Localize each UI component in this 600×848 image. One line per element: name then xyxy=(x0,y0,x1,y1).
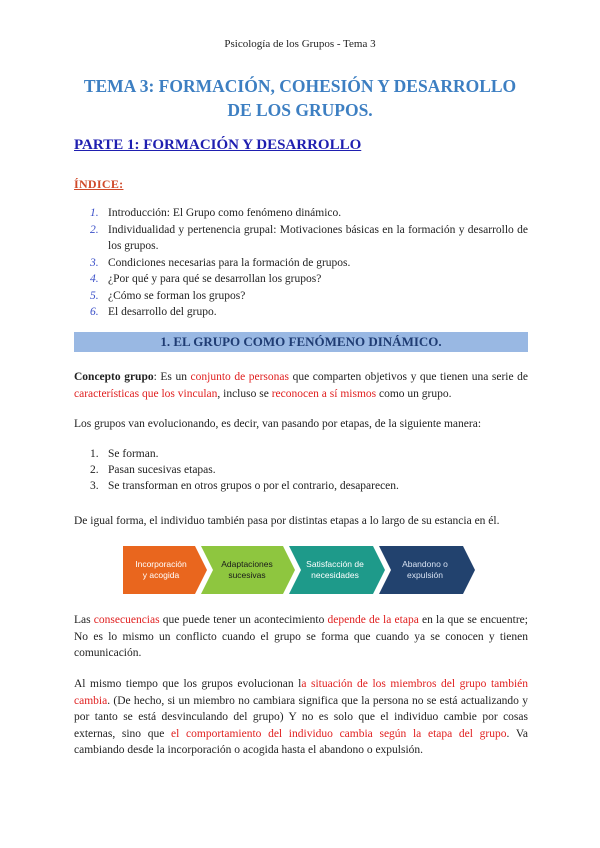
list-item xyxy=(90,478,528,494)
toc-text: Condiciones necesarias para la formación de grupos. xyxy=(108,256,351,269)
stage-1-line-1: Incorporación xyxy=(135,559,187,569)
toc-number: 3. xyxy=(90,256,99,269)
toc-text: Individualidad y pertenencia grupal: Motivaciones básicas en la formación y desarrollo de los grupos. xyxy=(108,223,528,252)
list-number: 1. xyxy=(90,448,99,460)
text-run: . (De hecho, si un miembro no cambiara significa que la persona no se está actualizando y por tanto se está desvinculando del grupo) Y no es solo que el individuo cambie por cosas externas, sino que xyxy=(74,694,528,740)
toc-number: 2. xyxy=(90,223,99,236)
text-run: Al mismo tiempo que los grupos evolucionan l xyxy=(74,678,302,690)
list-item xyxy=(90,446,528,462)
list-item xyxy=(90,462,528,478)
text-run: que comparten objetivos y que tienen una serie de xyxy=(289,371,529,383)
text-run: que puede tener un acontecimiento xyxy=(159,614,328,626)
text-run: , incluso se xyxy=(217,387,272,400)
stage-2-line-1: Adaptaciones xyxy=(221,559,273,569)
stage-4-line-2: expulsión xyxy=(407,570,443,580)
concept-label: Concepto grupo xyxy=(74,371,154,383)
highlight-text: a situación de los miembros del grupo también cambia xyxy=(74,678,528,707)
highlight-text: características que los vinculan xyxy=(74,387,218,400)
stage-4-line-1: Abandono o xyxy=(402,559,448,569)
toc-text: El desarrollo del grupo. xyxy=(108,306,217,318)
consequences-paragraph xyxy=(74,612,528,662)
concept-paragraph xyxy=(74,369,528,402)
title-line-2: DE LOS GRUPOS. xyxy=(227,100,373,120)
stage-1-line-2: y acogida xyxy=(142,570,180,580)
text-run: como un grupo. xyxy=(376,387,452,400)
stage-2-line-2: sucesivas xyxy=(228,570,266,580)
document-title xyxy=(60,74,540,122)
toc-item xyxy=(90,255,528,272)
toc-item xyxy=(90,271,528,288)
part-heading: PARTE 1: FORMACIÓN Y DESARROLLO xyxy=(74,137,362,153)
stage-3-line-2: necesidades xyxy=(311,570,359,580)
highlight-text: reconocen a sí mismos xyxy=(271,387,377,400)
toc-text: ¿Cómo se forman los grupos? xyxy=(108,289,246,302)
toc-text: ¿Por qué y para qué se desarrollan los grupos? xyxy=(108,273,322,285)
list-number: 3. xyxy=(90,480,99,492)
text-run: Las xyxy=(74,614,94,626)
stage-3-line-1: Satisfacción de xyxy=(306,559,364,569)
highlight-text: conjunto de personas xyxy=(190,371,289,383)
simultaneous-paragraph xyxy=(74,676,528,759)
highlight-text: depende de la etapa xyxy=(327,614,419,626)
highlight-text: consecuencias xyxy=(93,614,160,626)
text-run: : Es un xyxy=(153,371,191,383)
toc-item xyxy=(90,288,528,305)
list-text: Se transforman en otros grupos o por el contrario, desaparecen. xyxy=(108,480,399,492)
section-heading-1: 1. EL GRUPO COMO FENÓMENO DINÁMICO. xyxy=(74,332,528,352)
toc-number: 4. xyxy=(90,273,99,285)
toc-number: 5. xyxy=(90,289,99,302)
individual-paragraph: De igual forma, el individuo también pasa por distintas etapas a lo largo de su estancia en él. xyxy=(74,515,500,527)
text-run: en la que se encuentre; No es lo mismo un conflicto cuando el grupo se forma que cuando ya se conocen y tienen comunicación. xyxy=(74,614,528,659)
toc-number: 1. xyxy=(90,207,99,219)
evolve-intro: Los grupos van evolucionando, es decir, van pasando por etapas, de la siguiente manera: xyxy=(74,418,482,430)
stages-flow-diagram xyxy=(123,544,478,596)
page-header: Psicología de los Grupos - Tema 3 xyxy=(224,38,376,50)
index-heading: ÍNDICE: xyxy=(74,177,124,191)
list-text: Pasan sucesivas etapas. xyxy=(108,464,216,476)
list-text: Se forman. xyxy=(108,448,159,460)
toc-text: Introducción: El Grupo como fenómeno dinámico. xyxy=(108,207,342,219)
toc-number: 6. xyxy=(90,306,99,318)
toc-item xyxy=(90,304,528,321)
title-line-1: TEMA 3: FORMACIÓN, COHESIÓN Y DESARROLLO xyxy=(83,76,517,96)
list-number: 2. xyxy=(90,464,99,476)
highlight-text: el comportamiento del individuo cambia según la etapa del grupo xyxy=(171,727,507,740)
evolve-list xyxy=(90,446,528,494)
toc-item xyxy=(90,205,528,222)
toc-item xyxy=(90,222,528,255)
text-run: . Va cambiando desde la incorporación o acogida hasta el abandono o expulsión. xyxy=(74,727,528,756)
table-of-contents xyxy=(90,205,528,321)
